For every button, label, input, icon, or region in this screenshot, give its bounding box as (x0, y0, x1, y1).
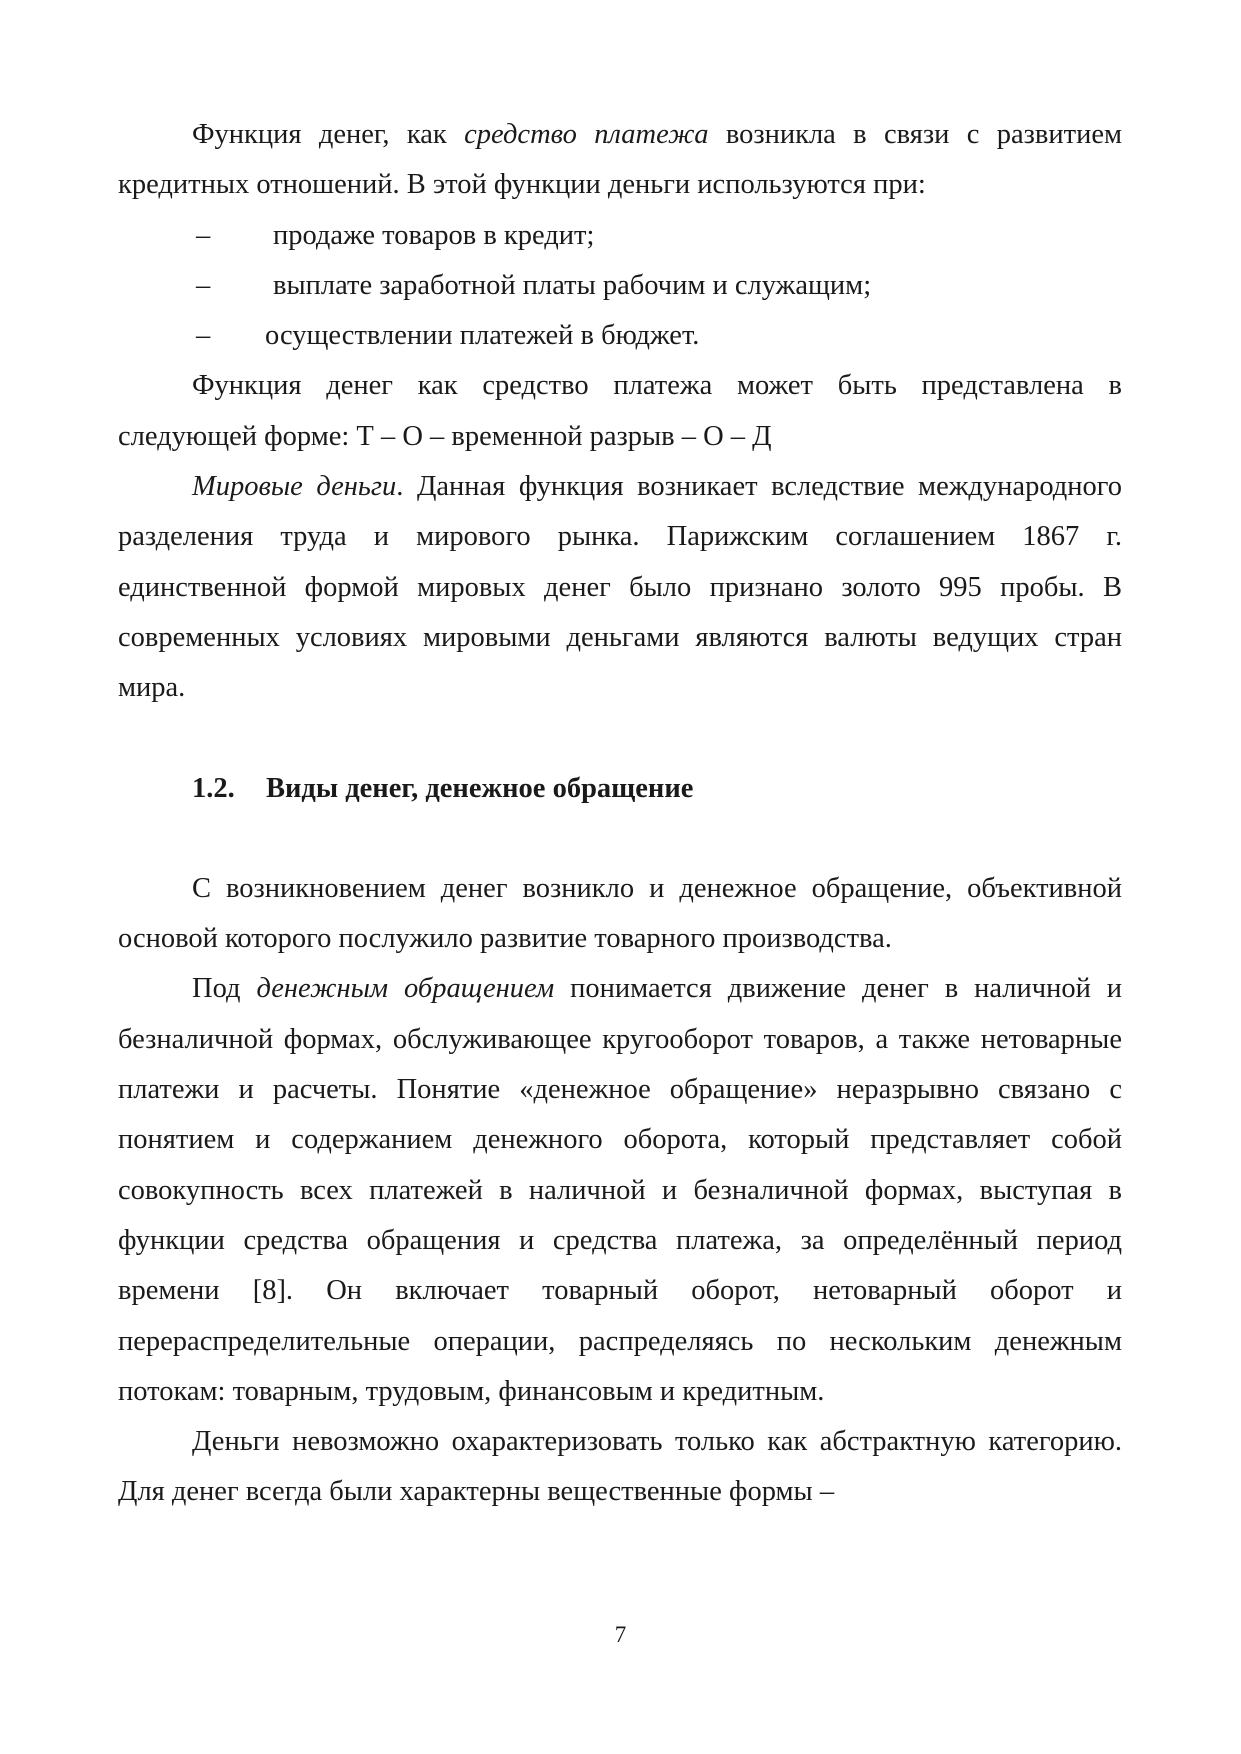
paragraph-text: возникла в связи с развитием кредитных отношений. В этой функции деньги используются при: (118, 119, 1122, 201)
list-item (118, 311, 1122, 361)
paragraph-payment-function (118, 110, 1122, 211)
list-item-text: продаже товаров в кредит; (273, 219, 595, 251)
section-number: 1.2. (192, 772, 235, 804)
list-item-text: выплате заработной платы рабочим и служащим; (273, 269, 872, 301)
section-title: Виды денег, денежное обращение (266, 772, 694, 804)
paragraph-money-circulation-definition (118, 964, 1122, 1417)
section-heading (118, 764, 1122, 814)
list-dash-marker: – (196, 269, 211, 301)
document-page (118, 110, 1122, 1518)
list-dash-marker: – (196, 320, 211, 352)
paragraph-money-forms: Деньги невозможно охарактеризовать только как абстрактную категорию. Для денег всегда были характерны вещественные формы – (118, 1426, 1122, 1508)
paragraph-text: понимается движение денег в наличной и безналичной формах, обслуживающее кругооборот товаров, а также нетоварные платежи и расчеты. Понятие «денежное обращение» неразрывно связано с понятием и содержанием денежного оборота, который представляет собой совокупность всех платежей в наличной и безналичной формах, выступая в функции средства обращения и средства платежа, за определённый период времени [8]. Он включает товарный оборот, нетоварный оборот и перераспределительные операции, распределяясь по нескольким денежным потокам: товарным, трудовым, финансовым и кредитным. (118, 973, 1123, 1407)
list-item-text: осуществлении платежей в бюджет. (265, 320, 700, 352)
list-item (118, 211, 1122, 261)
paragraph-world-money (118, 462, 1122, 713)
list-dash-marker: – (196, 219, 211, 251)
list-item (118, 261, 1122, 311)
paragraph-text: Под (192, 973, 257, 1005)
paragraph-money-circulation-origin: С возникновением денег возникло и денежное обращение, объективной основой которого послужило развитие товарного производства. (118, 872, 1122, 955)
term-emphasis: денежным обращением (256, 973, 555, 1005)
paragraph-text: . Данная функция возникает вследствие международного разделения труда и мирового рынка. Парижским соглашением 1867 г. единственной формой мировых денег было признано золото 995 пробы. В современных условиях мировыми деньгами являются валюты ведущих стран мира. (118, 471, 1122, 704)
paragraph-text: Функция денег, как (192, 119, 465, 150)
page-number: 7 (614, 1622, 627, 1647)
term-emphasis: Мировые деньги (192, 471, 397, 503)
term-emphasis: средство платежа (464, 119, 709, 150)
paragraph-payment-form: Функция денег как средство платежа может быть представлена в следующей форме: Т – О – временной разрыв – О – Д (118, 370, 1122, 452)
